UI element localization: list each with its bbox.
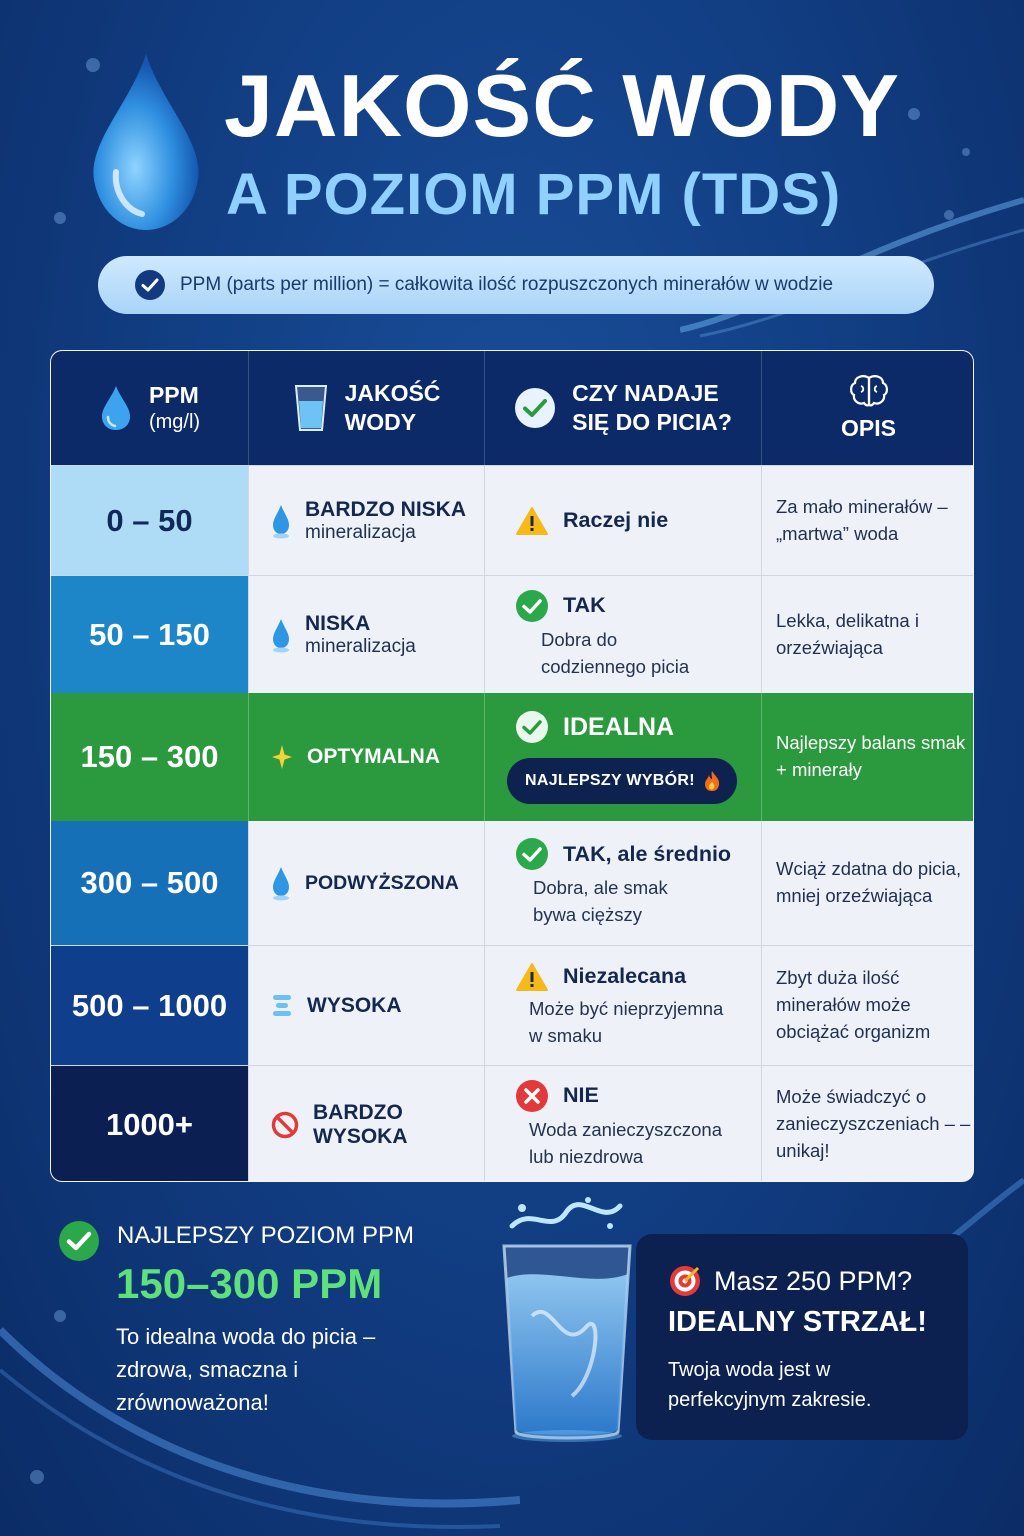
verdict-cell bbox=[485, 1066, 762, 1182]
check-circle-icon bbox=[134, 269, 166, 301]
warning-icon bbox=[515, 506, 549, 536]
water-drop-icon bbox=[86, 52, 206, 232]
definition-banner bbox=[98, 256, 934, 314]
verdict-title: IDEALNA bbox=[563, 712, 675, 741]
header-quality bbox=[249, 351, 485, 465]
info-box bbox=[636, 1234, 968, 1440]
header-drinkable bbox=[485, 351, 762, 465]
description-cell: Zbyt duża ilość minerałów może obciążać organizm bbox=[776, 967, 931, 1042]
water-drop-icon bbox=[271, 503, 291, 539]
info-headline: IDEALNY STRZAŁ! bbox=[668, 1306, 927, 1338]
quality-title: OPTYMALNA bbox=[307, 745, 440, 768]
quality-sub: mineralizacja bbox=[305, 521, 416, 543]
table-row bbox=[51, 945, 974, 1065]
sparkle-icon bbox=[271, 744, 293, 770]
ppm-range: 50 – 150 bbox=[51, 576, 249, 693]
ppm-range: 0 – 50 bbox=[51, 466, 249, 575]
best-level-desc: To idealna woda do picia – zdrowa, smaczna i zrównoważona! bbox=[116, 1324, 376, 1415]
header-description-label: OPIS bbox=[841, 414, 896, 441]
description-cell: Lekka, delikatna i orzeźwiająca bbox=[776, 609, 919, 658]
description-cell: Za mało minerałów – „martwa” woda bbox=[776, 495, 948, 544]
description-cell: Może świadczyć o zanieczyszczeniach – – unikaj! bbox=[776, 1086, 971, 1161]
header-quality-line1: JAKOŚĆ bbox=[344, 380, 441, 407]
definition-text: PPM (parts per million) = całkowita ilość rozpuszczonych minerałów w wodzie bbox=[180, 274, 834, 295]
verdict-cell bbox=[485, 946, 762, 1065]
header-ppm-unit: (mg/l) bbox=[148, 410, 201, 433]
water-glass-image bbox=[492, 1196, 642, 1446]
verdict-desc: Woda zanieczyszczona lub niezdrowa bbox=[529, 1118, 722, 1167]
best-choice-badge bbox=[507, 758, 737, 804]
verdict-title: TAK, ale średnio bbox=[563, 841, 732, 866]
verdict-cell bbox=[485, 466, 762, 575]
water-drop-icon bbox=[271, 865, 291, 901]
ppm-table bbox=[50, 350, 974, 1182]
water-drop-icon bbox=[271, 617, 291, 653]
ppm-range: 150 – 300 bbox=[51, 693, 249, 821]
verdict-title: NIE bbox=[563, 1083, 599, 1108]
header-ppm-label: PPM bbox=[148, 382, 199, 409]
verdict-title: TAK bbox=[563, 593, 606, 618]
quality-title: PODWYŻSZONA bbox=[305, 871, 459, 894]
quality-cell bbox=[249, 946, 485, 1065]
fire-icon bbox=[703, 770, 721, 792]
header-description bbox=[762, 351, 974, 465]
page-title: JAKOŚĆ WODY bbox=[224, 56, 900, 155]
info-text: Twoja woda jest w perfekcyjnym zakresie. bbox=[668, 1359, 872, 1411]
table-row bbox=[51, 575, 974, 693]
table-row bbox=[51, 1065, 974, 1182]
quality-cell bbox=[249, 821, 485, 945]
table-row bbox=[51, 465, 974, 575]
warning-icon bbox=[515, 962, 549, 992]
brain-icon bbox=[849, 374, 889, 408]
quality-cell bbox=[249, 1066, 485, 1182]
verdict-title: Niezalecana bbox=[563, 964, 687, 989]
check-circle-icon bbox=[58, 1220, 100, 1262]
water-drop-icon bbox=[99, 384, 133, 432]
quality-sub: mineralizacja bbox=[305, 635, 416, 657]
verdict-desc: Dobra, ale smak bywa cięższy bbox=[533, 877, 668, 925]
description-cell: Najlepszy balans smak + minerały bbox=[762, 693, 974, 821]
description-cell: Wciąż zdatna do picia, mniej orzeźwiająca bbox=[776, 858, 962, 906]
ppm-range: 500 – 1000 bbox=[51, 946, 249, 1065]
verdict-cell bbox=[485, 576, 762, 693]
quality-cell bbox=[249, 693, 485, 821]
table-row bbox=[51, 693, 974, 821]
best-level-label: NAJLEPSZY POZIOM PPM bbox=[117, 1222, 414, 1249]
quality-title: NISKA bbox=[305, 611, 371, 635]
glass-icon bbox=[293, 383, 329, 433]
cross-circle-icon bbox=[515, 1079, 549, 1113]
bubble bbox=[908, 108, 920, 120]
target-icon bbox=[668, 1264, 702, 1298]
quality-title: BARDZO WYSOKA bbox=[313, 1100, 408, 1148]
header-drinkable-line2: SIĘ DO PICIA? bbox=[572, 409, 732, 435]
bubble bbox=[962, 148, 970, 156]
header-ppm bbox=[51, 351, 249, 465]
header-quality-line2: WODY bbox=[344, 409, 417, 435]
verdict-title: Raczej nie bbox=[563, 508, 669, 532]
best-level-range: 150–300 PPM bbox=[116, 1260, 383, 1307]
ppm-range: 300 – 500 bbox=[51, 821, 249, 945]
bubble bbox=[54, 212, 66, 224]
info-question: Masz 250 PPM? bbox=[714, 1265, 913, 1296]
quality-cell bbox=[249, 466, 485, 575]
check-circle-icon bbox=[515, 589, 549, 623]
minerals-icon bbox=[271, 992, 293, 1020]
header-drinkable-line1: CZY NADAJE bbox=[572, 380, 719, 407]
verdict-cell bbox=[485, 693, 762, 821]
check-circle-icon bbox=[514, 387, 556, 429]
check-circle-icon bbox=[515, 837, 549, 871]
quality-title: WYSOKA bbox=[307, 993, 402, 1017]
prohibited-icon bbox=[271, 1111, 299, 1139]
table-header bbox=[51, 351, 974, 465]
quality-title: BARDZO NISKA bbox=[305, 497, 466, 521]
ppm-range: 1000+ bbox=[51, 1066, 249, 1182]
verdict-cell bbox=[485, 821, 762, 945]
check-circle-icon bbox=[515, 710, 549, 744]
badge-label: NAJLEPSZY WYBÓR! bbox=[525, 772, 695, 789]
verdict-desc: Może być nieprzyjemna w smaku bbox=[529, 997, 724, 1046]
quality-cell bbox=[249, 576, 485, 693]
verdict-desc: Dobra do codziennego picia bbox=[541, 628, 690, 677]
table-row bbox=[51, 821, 974, 945]
page-subtitle: A POZIOM PPM (TDS) bbox=[226, 162, 842, 227]
